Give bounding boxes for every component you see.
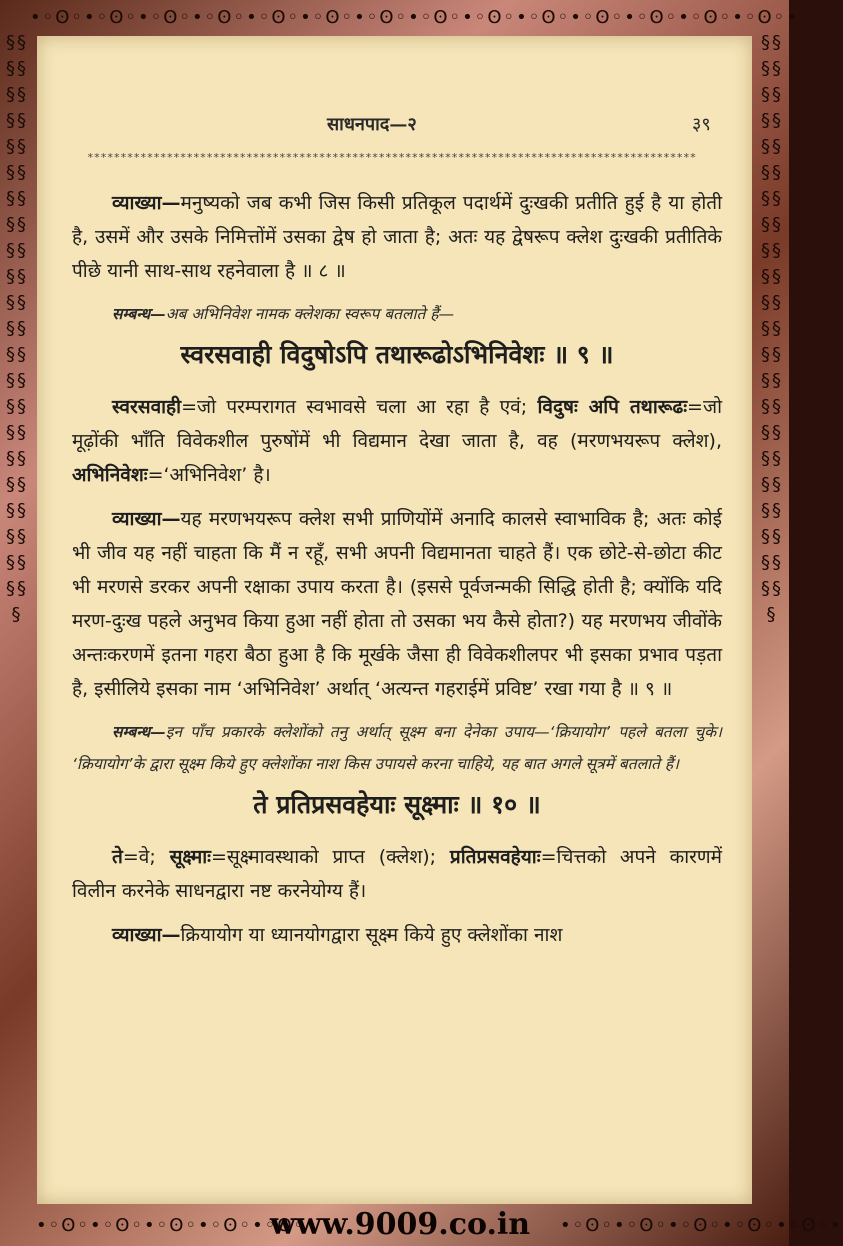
sutra-10: ते प्रतिप्रसवहेयाः सूक्ष्माः ॥ १० ॥: [253, 790, 541, 819]
book-page: [37, 36, 752, 1204]
border-ornament-right: §§§§§§§§§§§§§§§§§§§§§§§§§§§§§§§§§§§§§§§§§§§§§: [761, 32, 783, 625]
meaning: =चित्तको अपने कारणमें विलीन करनेके साधनद्वारा नष्ट करनेयोग्य हैं।: [72, 846, 722, 902]
meaning: =जो परम्परागत स्वभावसे चला आ रहा है एवं;: [181, 396, 538, 418]
relation-text: इन पाँच प्रकारके क्लेशोंको तनु अर्थात् सूक्ष्म बना देनेका उपाय—‘क्रियायोग’ पहले बतला चुके। ‘क्रियायोग’के द्वारा सूक्ष्म किये हुए क्लेशोंका नाश किस उपायसे करना चाहिये, यह बात अगले सूत्रमें बतलाते हैं।: [72, 723, 722, 773]
border-ornament-bottom-right: •◦ʘ◦•◦ʘ◦•◦ʘ◦•◦ʘ◦•◦ʘ◦•: [560, 1215, 843, 1236]
term: स्वरसवाही: [112, 396, 182, 418]
relation-label: सम्बन्ध—: [112, 723, 166, 741]
asterisk-divider: ********************************************************************************************: [87, 151, 697, 164]
term: विदुषः अपि तथारूढः: [537, 396, 688, 418]
commentary-paragraph-3: [72, 918, 722, 952]
sutra-9: स्वरसवाही विदुषोऽपि तथारूढोऽभिनिवेशः ॥ ९ ॥: [180, 340, 614, 369]
meaning: =जो मूढ़ोंकी भाँति विवेकशील पुरुषोंमें भी विद्यमान देखा जाता है, वह (मरणभयरूप क्लेश),: [72, 396, 722, 452]
commentary-paragraph-2: [72, 502, 722, 706]
relation-text: अब अभिनिवेश नामक क्लेशका स्वरूप बतलाते हैं—: [165, 305, 454, 323]
site-watermark: www.9009.co.in: [269, 1207, 531, 1242]
relation-note-2: [72, 716, 722, 780]
term: अभिनिवेशः: [72, 464, 148, 486]
term: प्रतिप्रसवहेयाः: [449, 846, 541, 868]
page-header: [37, 112, 752, 142]
chapter-title: साधनपाद—२: [327, 114, 417, 135]
page-number: ३९: [692, 114, 711, 135]
relation-label: सम्बन्ध—: [112, 305, 166, 323]
commentary-text: यह मरणभयरूप क्लेश सभी प्राणियोंमें अनादि कालसे स्वाभाविक है; अतः कोई भी जीव यह नहीं चाहता कि मैं न रहूँ, सभी अपनी विद्यमानता चाहते हैं। एक छोटे-से-छोटा कीट भी मरणसे डरकर अपनी रक्षाका उपाय करता है। (इससे पूर्वजन्मकी सिद्धि होती है; क्योंकि यदि मरण-दुःख पहले अनुभव किया हुआ नहीं होता तो उसका भय कैसे होता?) यह मरणभय जीवोंके अन्तःकरणमें इतना गहरा बैठा हुआ है कि मूर्खके जैसा ही विवेकशीलपर भी इसका प्रभाव पड़ता है, इसीलिये इसका नाम ‘अभिनिवेश’ अर्थात् ‘अत्यन्त गहराईमें प्रविष्ट’ रखा गया है ॥ ९ ॥: [72, 508, 722, 700]
border-ornament-bottom-left: •◦ʘ◦•◦ʘ◦•◦ʘ◦•◦ʘ◦•◦ʘ◦•: [36, 1215, 319, 1236]
page-content: [72, 186, 722, 962]
commentary-label: व्याख्या—: [112, 924, 181, 946]
border-ornament-left: §§§§§§§§§§§§§§§§§§§§§§§§§§§§§§§§§§§§§§§§§§§§§: [6, 32, 28, 625]
word-meaning-10: [72, 840, 722, 908]
word-meaning-9: [72, 390, 722, 492]
relation-note-1: [72, 298, 722, 330]
commentary-text: मनुष्यको जब कभी जिस किसी प्रतिकूल पदार्थमें दुःखकी प्रतीति हुई है या होती है, उसमें और उसके निमित्तोंमें उसका द्वेष हो जाता है; अतः यह द्वेषरूप क्लेश दुःखकी प्रतीतिके पीछे यानी साथ-साथ रहनेवाला है ॥ ८ ॥: [72, 192, 722, 282]
commentary-text: क्रियायोग या ध्यानयोगद्वारा सूक्ष्म किये हुए क्लेशोंका नाश: [180, 924, 563, 946]
meaning: =‘अभिनिवेश’ है।: [147, 464, 271, 486]
meaning: =वे;: [122, 846, 170, 868]
term: सूक्ष्माः: [169, 846, 211, 868]
term: ते: [112, 846, 123, 868]
meaning: =सूक्ष्मावस्थाको प्राप्त (क्लेश);: [210, 846, 450, 868]
commentary-paragraph-1: [72, 186, 722, 288]
border-ornament-top: •◦ʘ◦•◦ʘ◦•◦ʘ◦•◦ʘ◦•◦ʘ◦•◦ʘ◦•◦ʘ◦•◦ʘ◦•◦ʘ◦•◦ʘ◦•◦ʘ◦•◦ʘ◦•◦ʘ◦•◦ʘ◦•: [30, 7, 799, 28]
commentary-label: व्याख्या—: [112, 508, 181, 530]
commentary-label: व्याख्या—: [112, 192, 181, 214]
